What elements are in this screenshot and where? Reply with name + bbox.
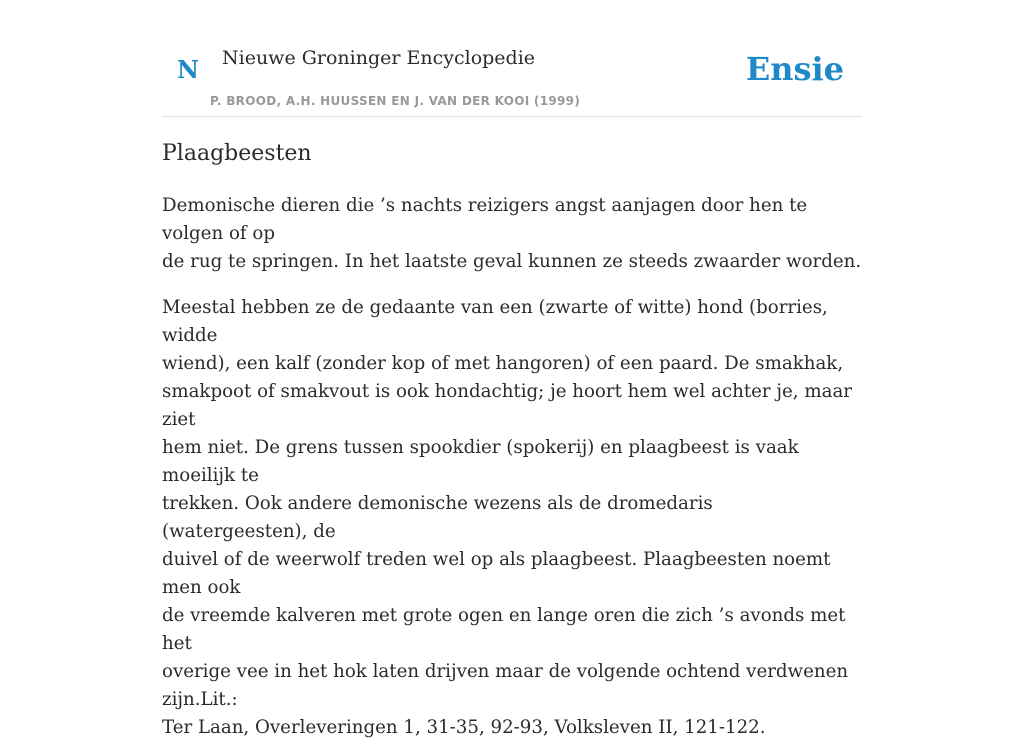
encyclopedia-authors: P. BROOD, A.H. HUUSSEN EN J. VAN DER KOOI (1999) [210,94,581,108]
article-paragraph: Meestal hebben ze de gedaante van een (zwarte of witte) hond (borries, widde wiend), een kalf (zonder kop of met hangoren) of een paard. De smakhak, smakpoot of smakvout is ook hondachtig; je hoort hem wel achter je, maar ziet hem niet. De grens tussen spookdier (spokerij) en plaagbeest is vaak moeilijk te trekken. Ook andere demonische wezens als de dromedaris (watergeesten), de duivel of de weerwolf treden wel op als plaagbeest. Plaagbeesten noemt men ook de vreemde kalveren met grote ogen en lange oren die zich ’s avonds met het overige vee in het hok laten drijven maar de volgende ochtend verdwenen zijn.Lit.: Ter Laan, Overleveringen 1, 31-35, 92-93, Volksleven II, 121-122. [162,297,852,738]
encyclopedia-title[interactable]: Nieuwe Groninger Encyclopedie [222,47,536,69]
ensie-logo[interactable]: Ensie [745,50,844,88]
header [162,0,862,117]
encyclopedia-logo[interactable]: N [177,55,199,84]
article-title: Plaagbeesten [162,141,312,166]
article [162,138,862,742]
article-paragraph: Demonische dieren die ’s nachts reizigers angst aanjagen door hen te volgen of op de rug te springen. In het laatste geval kunnen ze steeds zwaarder worden. [162,195,862,272]
